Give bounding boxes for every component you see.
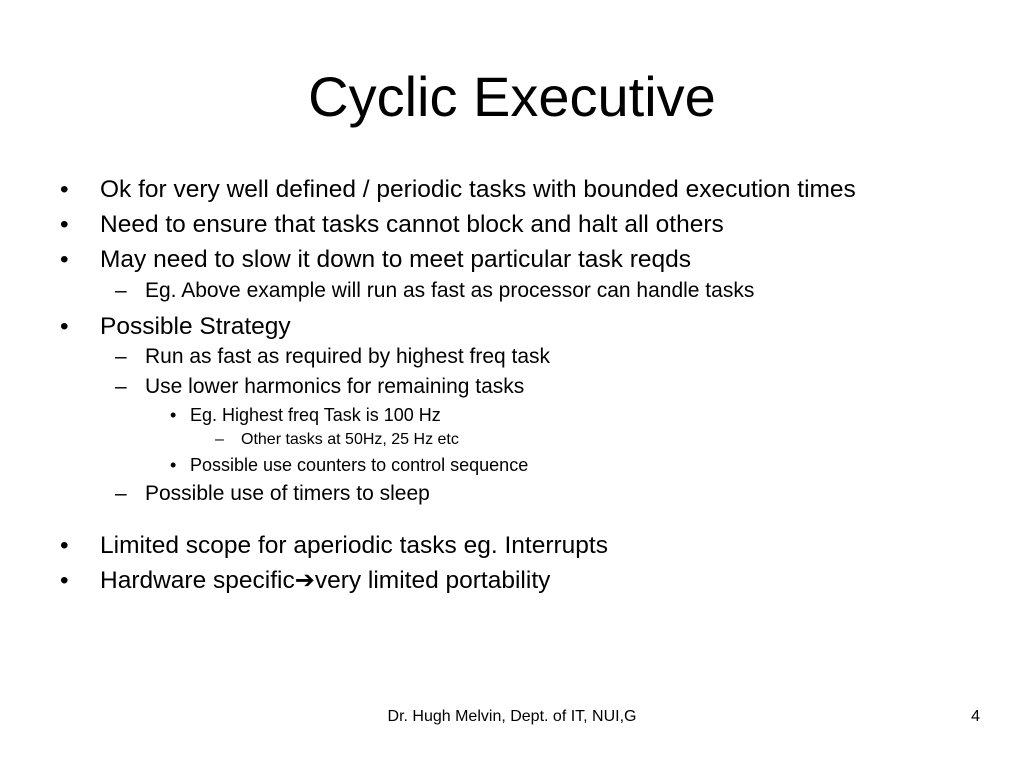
sub-bullet-item (58, 482, 958, 506)
sub-bullet-text: Run as fast as required by highest freq task (145, 345, 551, 368)
sub-bullet-item (58, 279, 958, 303)
bullet-item (58, 313, 958, 340)
sub-bullet-item (58, 375, 958, 399)
bullet-marker: • (60, 313, 69, 340)
bullet-text: May need to slow it down to meet particular task reqds (100, 246, 692, 273)
bullet-marker: • (60, 246, 69, 273)
sub-sub-bullet-text: Eg. Highest freq Task is 100 Hz (190, 405, 441, 425)
bullet-text-before-arrow: Hardware specific (100, 567, 295, 594)
slide-footer: Dr. Hugh Melvin, Dept. of IT, NUI,G (387, 708, 637, 725)
dash-marker: – (115, 345, 127, 368)
sub-bullet-item (58, 345, 958, 369)
bullet-item (58, 532, 958, 559)
level4-bullet-text: Other tasks at 50Hz, 25 Hz etc (241, 431, 459, 448)
bullet-marker: • (170, 405, 177, 425)
bullet-item (58, 176, 958, 203)
bullet-item (58, 567, 958, 594)
bullet-item (58, 211, 958, 238)
bullet-marker: • (60, 567, 69, 594)
bullet-marker: • (60, 211, 69, 238)
slide-title: Cyclic Executive (308, 65, 716, 128)
bullet-text-after-arrow: very limited portability (314, 567, 551, 594)
bullet-text: Ok for very well defined / periodic tasks with bounded execution times (100, 176, 856, 203)
bullet-list (58, 176, 958, 602)
page-number: 4 (971, 708, 980, 725)
sub-bullet-text: Possible use of timers to sleep (145, 482, 430, 505)
bullet-marker: • (60, 532, 69, 559)
bullet-text: Limited scope for aperiodic tasks eg. Interrupts (100, 532, 608, 559)
dash-marker: – (215, 431, 224, 448)
sub-sub-bullet-item (58, 405, 958, 426)
right-arrow-icon: ➔ (294, 567, 315, 594)
level4-bullet-item (58, 430, 958, 449)
dash-marker: – (115, 482, 127, 505)
sub-sub-bullet-item (58, 455, 958, 476)
spacer (58, 512, 958, 532)
bullet-item (58, 246, 958, 273)
sub-bullet-text: Use lower harmonics for remaining tasks (145, 375, 525, 398)
dash-marker: – (115, 375, 127, 398)
bullet-text: Need to ensure that tasks cannot block and halt all others (100, 211, 724, 238)
sub-bullet-text: Eg. Above example will run as fast as processor can handle tasks (145, 279, 755, 302)
bullet-marker: • (170, 455, 177, 475)
sub-sub-bullet-text: Possible use counters to control sequence (190, 455, 529, 475)
bullet-text: Possible Strategy (100, 313, 291, 340)
bullet-marker: • (60, 176, 69, 203)
dash-marker: – (115, 279, 127, 302)
